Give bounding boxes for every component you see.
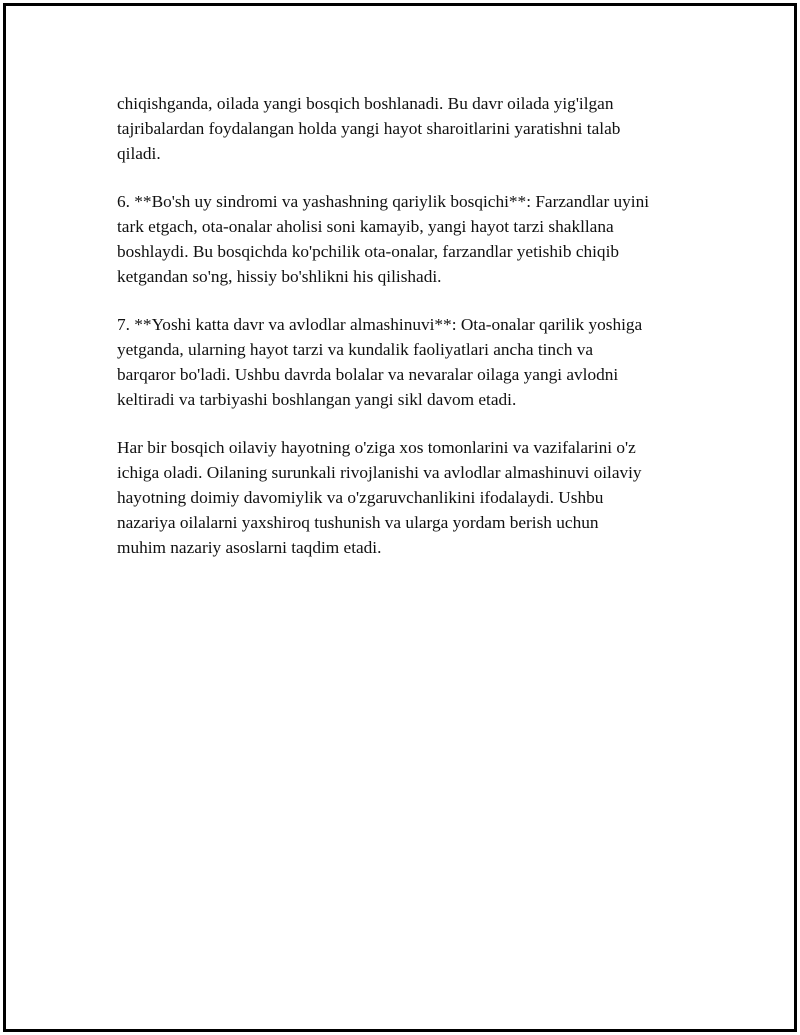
paragraph-item-7: 7. **Yoshi katta davr va avlodlar almashinuvi**: Ota-onalar qarilik yoshiga yetganda, ularning hayot tarzi va kundalik faoliyatlari ancha tinch va barqaror bo'ladi. Ushbu davrda bolalar va nevaralar oilaga yangi avlodni keltiradi va tarbiyashi boshlangan yangi sikl davom etadi. [117, 315, 643, 409]
paragraph-conclusion: Har bir bosqich oilaviy hayotning o'ziga xos tomonlarini va vazifalarini o'z ichiga oladi. Oilaning surunkali rivojlanishi va avlodlar almashinuvi oilaviy hayotning doimiy davomiylik va o'zgaruvchanlikini ifodalaydi. Ushbu nazariya oilalarni yaxshiroq tushunish va ularga yordam berish uchun muhim nazariy asoslarni taqdim etadi. [117, 438, 642, 557]
paragraph-continuation: chiqishganda, oilada yangi bosqich boshlanadi. Bu davr oilada yig'ilgan tajribalardan foydalangan holda yangi hayot sharoitlarini yaratishni talab qiladi. [117, 94, 621, 163]
paragraph-item-6: 6. **Bo'sh uy sindromi va yashashning qariylik bosqichi**: Farzandlar uyini tark etgach, ota-onalar aholisi soni kamayib, yangi hayot tarzi shakllana boshlaydi. Bu bosqichda ko'pchilik ota-onalar, farzandlar yetishib chiqib ketgandan so'ng, hissiy bo'shlikni his qilishadi. [117, 192, 650, 286]
document-body [117, 91, 693, 583]
